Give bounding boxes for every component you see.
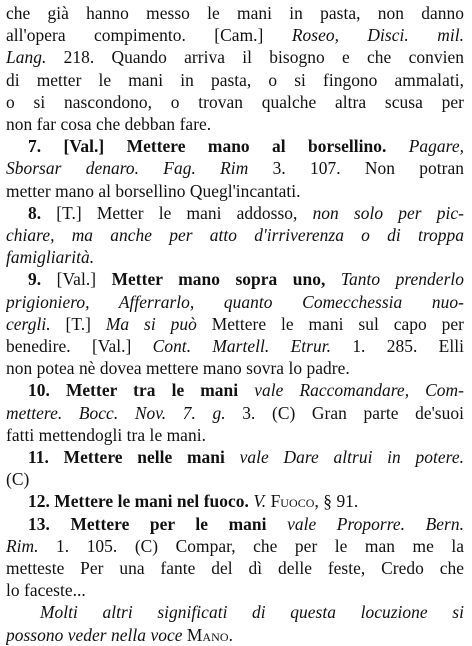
text-segment: fatti mettendogli tra le mani.: [6, 424, 206, 445]
cross-reference: Mano: [186, 624, 229, 645]
text-line: [6, 224, 464, 246]
text-line: [6, 535, 464, 557]
entry-heading: 10. Metter tra le mani: [28, 380, 239, 401]
entry-heading: 7. [Val.]: [28, 136, 127, 157]
entry-heading: 11. Mettere nelle mani: [28, 447, 225, 468]
italic-text: Lang.: [6, 47, 47, 68]
text-line: [6, 69, 464, 91]
text-segment: metter mano al borsellino Quegl'incantati.: [6, 180, 301, 201]
text-line: [6, 579, 464, 601]
text-line: [6, 601, 464, 623]
text-segment: che già hanno messo le mani in pasta, non danno: [6, 3, 464, 23]
text-segment: 3. 107. Non potran: [248, 158, 464, 179]
text-segment: Mettere le mani sul capo per: [196, 313, 464, 334]
text-line: [6, 246, 464, 268]
entry-heading: 12. Mettere le mani nel fuoco.: [28, 491, 249, 512]
text-line: [6, 446, 464, 468]
text-segment: 1. 105. (C) Compar, che per le man me la: [38, 535, 464, 556]
text-segment: [267, 514, 288, 534]
italic-text: possono veder nella voce: [6, 624, 183, 645]
text-segment: di metter le mani in pasta, o si fingono ammalati,: [6, 69, 464, 90]
text-line: [6, 557, 464, 579]
text-segment: [225, 447, 240, 467]
italic-text: non solo per pic-: [312, 202, 464, 223]
italic-text: Roseo, Disci. mil.: [291, 25, 464, 46]
text-segment: (C): [6, 469, 30, 490]
text-line: [6, 202, 464, 224]
text-line: [6, 46, 464, 68]
text-line: [6, 24, 464, 46]
text-line: [6, 291, 464, 313]
italic-text: chiare, ma anche per atto d'irriverenza o di troppa: [6, 225, 464, 246]
text-line: [6, 468, 464, 490]
text-line: [6, 91, 464, 113]
text-segment: 218. Quando arriva il bisogno e che convien: [46, 47, 464, 68]
text-segment: [T.]: [50, 313, 106, 334]
italic-text: V.: [253, 491, 267, 512]
entry-heading: 9.: [28, 269, 57, 290]
italic-text: vale Raccomandare, Com-: [254, 380, 464, 401]
text-segment: benedire. [Val.]: [6, 336, 153, 357]
text-line: [6, 2, 464, 24]
text-segment: metteste Per una fante del dì delle feste, Credo che: [6, 558, 464, 579]
text-segment: [386, 136, 408, 156]
text-segment: [238, 380, 254, 400]
text-line: [6, 335, 464, 357]
text-segment: all'opera compimento. [Cam.]: [6, 25, 292, 46]
italic-text: Molti altri significati di questa locuzione si: [40, 602, 464, 623]
text-segment: [Val.]: [56, 269, 112, 290]
italic-text: Ma si può: [105, 313, 197, 334]
entry-heading: 13. Mettere per le mani: [28, 513, 267, 534]
text-line: [6, 424, 464, 446]
entry-heading: 8.: [28, 202, 57, 223]
text-segment: 1. 285. Elli: [331, 336, 464, 357]
text-segment: [T.] Metter le mani addosso,: [56, 202, 313, 223]
italic-text: Tanto prenderlo: [340, 269, 464, 290]
italic-text: Rim.: [6, 535, 39, 556]
cross-reference: Fuoco: [270, 491, 315, 512]
text-line: [6, 379, 464, 401]
text-segment: , § 91.: [314, 491, 359, 512]
text-segment: non potea nè dovea mettere mano sovra lo padre.: [6, 358, 350, 379]
italic-text: cergli.: [6, 313, 51, 334]
text-line: [6, 135, 464, 157]
text-line: [6, 268, 464, 290]
text-line: [6, 402, 464, 424]
italic-text: mettere. Bocc. Nov. 7. g.: [6, 402, 226, 423]
italic-text: Sborsar denaro. Fag. Rim: [6, 158, 249, 179]
entry-heading: Metter mano sopra uno,: [111, 269, 326, 290]
text-line: [6, 624, 464, 646]
text-segment: lo faceste...: [6, 580, 86, 601]
text-segment: o si nascondono, o trovan qualche altra scusa per: [6, 91, 464, 112]
text-segment: .: [228, 624, 233, 645]
italic-text: prigioniero, Afferrarlo, quanto Comecchessia nuo-: [6, 291, 464, 312]
text-line: [6, 113, 464, 135]
text-line: [6, 180, 464, 202]
text-segment: 3. (C) Gran parte de'suoi: [225, 402, 464, 423]
text-segment: non far cosa che debban fare.: [6, 114, 212, 135]
text-line: [6, 157, 464, 179]
italic-text: Cont. Martell. Etrur.: [152, 336, 332, 357]
text-segment: [325, 269, 341, 289]
text-line: [6, 357, 464, 379]
italic-text: vale Dare altrui in potere.: [239, 447, 464, 468]
text-line: [6, 490, 464, 512]
entry-heading: Mettere mano al borsellino.: [126, 136, 387, 157]
text-line: [6, 513, 464, 535]
italic-text: famigliarità.: [6, 247, 95, 268]
italic-text: vale Proporre. Bern.: [287, 513, 464, 534]
text-line: [6, 313, 464, 335]
dictionary-entry-text: [6, 2, 464, 646]
italic-text: Pagare,: [408, 136, 464, 157]
